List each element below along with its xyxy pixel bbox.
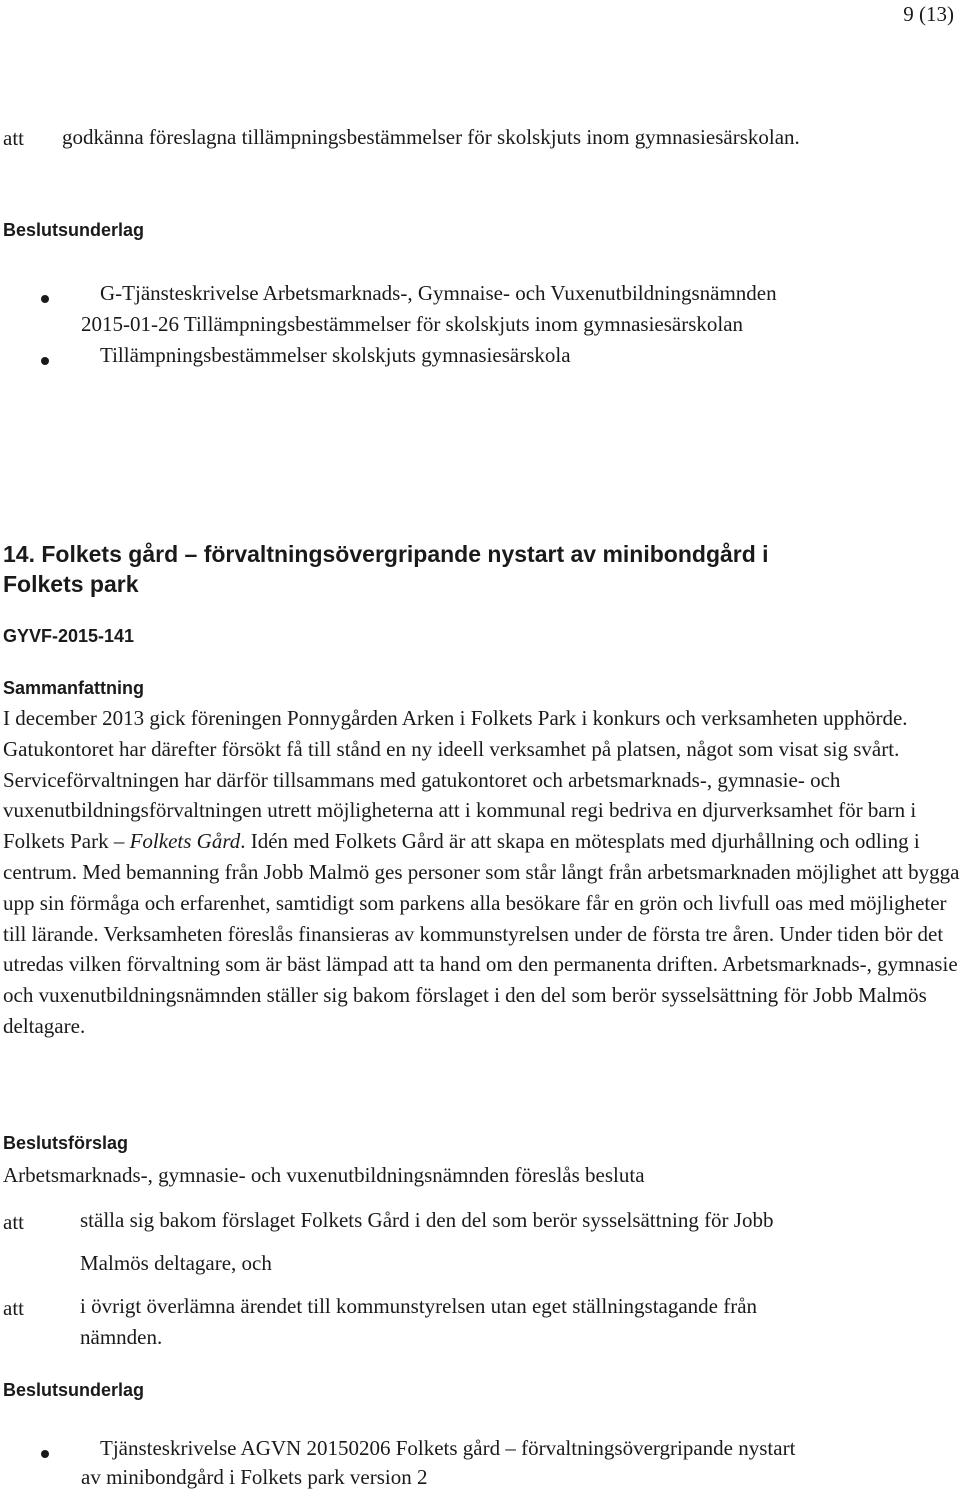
proposal-line1: i övrigt överlämna ärendet till kommunstyrelsen utan eget ställningstagande från: [80, 1294, 758, 1318]
section-title-line2: Folkets park: [3, 571, 139, 597]
beslutsunderlag-heading: Beslutsunderlag: [3, 1380, 145, 1400]
beslutsunderlag-item-line2: av minibondgård i Folkets park version 2: [81, 1465, 428, 1489]
page-number: 9 (13): [903, 2, 954, 26]
att-label: att: [3, 1296, 24, 1320]
summary-paragraph: [3, 703, 960, 1042]
beslutsunderlag-item-line1: Tillämpningsbestämmelser skolskjuts gymnasiesärskola: [100, 343, 571, 367]
bullet-icon: [41, 295, 49, 303]
beslutsforslag-intro: Arbetsmarknads-, gymnasie- och vuxenutbildningsnämnden föreslås besluta: [3, 1163, 645, 1187]
beslutsforslag-heading: Beslutsförslag: [3, 1133, 129, 1153]
proposal-line2: nämnden.: [80, 1325, 163, 1349]
proposal-line1: ställa sig bakom förslaget Folkets Gård i den del som berör sysselsättning för Jobb: [80, 1208, 774, 1232]
beslutsunderlag-heading: Beslutsunderlag: [3, 220, 145, 240]
bullet-icon: [41, 357, 49, 365]
section-title-line1: 14. Folkets gård – förvaltningsövergripande nystart av minibondgård i: [3, 541, 769, 567]
summary-text-part2: . Idén med Folkets Gård är att skapa en mötesplats med djurhållning och odling i centrum. Med bemanning från Jobb Malmö ges personer som står långt från arbetsmarknaden möjlighet att bygga upp sin förmåga och erfarenhet, samtidigt som parkens alla besökare får en grön och livfull oas med möjligheter till lärande. Verksamheten föreslås finansieras av kommunstyrelsen under de första tre åren. Under tiden bör det utredas vilken förvaltning som är bäst lämpad att ta hand om den permanenta driften. Arbetsmarknads-, gymnasie och vuxenutbildningsnämnden ställer sig bakom förslaget i den del som berör sysselsättning för Jobb Malmös deltagare.: [3, 829, 960, 1038]
bullet-icon: [41, 1450, 49, 1458]
att-label: att: [3, 126, 24, 150]
beslutsunderlag-item-line1: Tjänsteskrivelse AGVN 20150206 Folkets gård – förvaltningsövergripande nystart: [100, 1436, 796, 1460]
proposal-line2: Malmös deltagare, och: [80, 1251, 272, 1275]
case-number: GYVF-2015-141: [3, 626, 135, 646]
decision-text: godkänna föreslagna tillämpningsbestämmelser för skolskjuts inom gymnasiesärskolan.: [62, 125, 800, 149]
sammanfattning-heading: Sammanfattning: [3, 678, 145, 698]
beslutsunderlag-item-line1: G-Tjänsteskrivelse Arbetsmarknads-, Gymnaise- och Vuxenutbildningsnämnden: [100, 281, 777, 305]
beslutsunderlag-item-line2: 2015-01-26 Tillämpningsbestämmelser för skolskjuts inom gymnasiesärskolan: [81, 312, 744, 336]
att-label: att: [3, 1210, 24, 1234]
summary-italic-folkets-gard: Folkets Gård: [129, 829, 241, 854]
summary-text-part1: I december 2013 gick föreningen Ponnygården Arken i Folkets Park i konkurs och verksamheten upphörde. Gatukontoret har därefter försökt få till stånd en ny ideell verksamhet på platsen, något som visat sig svårt. Serviceförvaltningen har därför tillsammans med gatukontoret och arbetsmarknads-, gymnasie- och vuxenutbildningsförvaltningen utrett möjligheterna att i kommunal regi bedriva en djurverksamhet för barn i Folkets Park –: [3, 706, 917, 854]
